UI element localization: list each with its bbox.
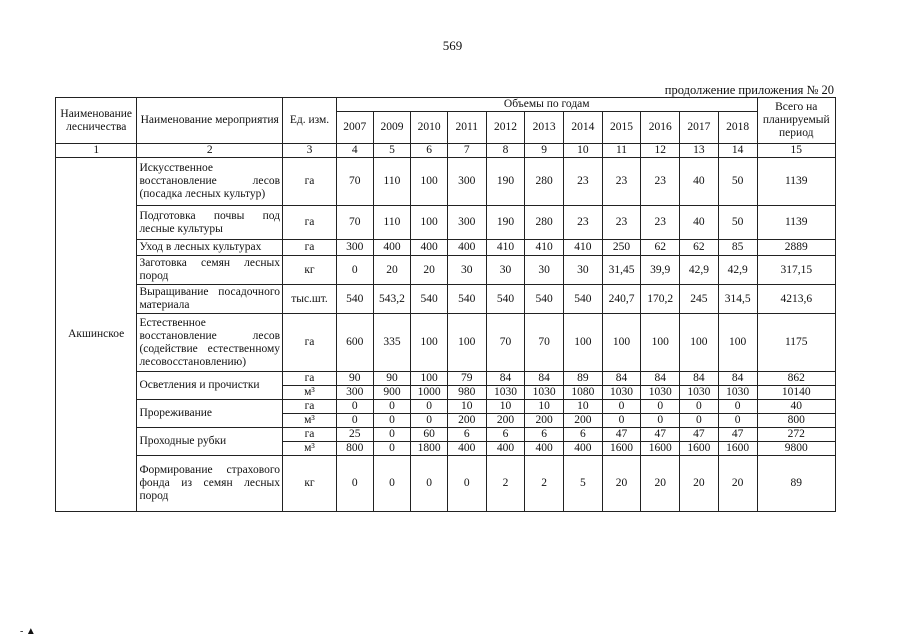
value-cell: 62 <box>680 240 719 256</box>
value-cell: 314,5 <box>718 285 757 314</box>
value-cell: 0 <box>680 414 719 428</box>
value-cell: 47 <box>602 428 641 442</box>
value-cell: 0 <box>718 400 757 414</box>
value-cell: 10 <box>447 400 486 414</box>
value-cell: 1000 <box>411 386 448 400</box>
value-cell: 0 <box>336 414 373 428</box>
total-cell: 1139 <box>757 158 835 206</box>
value-cell: 410 <box>486 240 525 256</box>
unit-cell: га <box>283 158 337 206</box>
activity-name: Прореживание <box>137 400 283 428</box>
value-cell: 250 <box>602 240 641 256</box>
header-activity: Наименование мероприятия <box>137 98 283 144</box>
value-cell: 980 <box>447 386 486 400</box>
year-header: 2015 <box>602 112 641 144</box>
value-cell: 47 <box>641 428 680 442</box>
value-cell: 25 <box>336 428 373 442</box>
unit-cell: кг <box>283 456 337 512</box>
value-cell: 10 <box>525 400 564 414</box>
value-cell: 400 <box>486 442 525 456</box>
value-cell: 335 <box>373 314 411 372</box>
column-number: 10 <box>563 144 602 158</box>
value-cell: 600 <box>336 314 373 372</box>
value-cell: 300 <box>336 386 373 400</box>
value-cell: 10 <box>563 400 602 414</box>
value-cell: 0 <box>373 456 411 512</box>
value-cell: 0 <box>411 456 448 512</box>
value-cell: 20 <box>718 456 757 512</box>
value-cell: 1600 <box>680 442 719 456</box>
value-cell: 23 <box>602 158 641 206</box>
value-cell: 70 <box>525 314 564 372</box>
value-cell: 300 <box>447 206 486 240</box>
header-volumes: Объемы по годам <box>336 98 757 112</box>
value-cell: 1080 <box>563 386 602 400</box>
value-cell: 200 <box>525 414 564 428</box>
value-cell: 0 <box>641 400 680 414</box>
header-forestry: Наименование лесничества <box>56 98 137 144</box>
value-cell: 0 <box>602 400 641 414</box>
value-cell: 23 <box>563 206 602 240</box>
unit-cell: га <box>283 400 337 414</box>
value-cell: 400 <box>373 240 411 256</box>
value-cell: 70 <box>486 314 525 372</box>
value-cell: 240,7 <box>602 285 641 314</box>
value-cell: 100 <box>411 372 448 386</box>
total-cell: 2889 <box>757 240 835 256</box>
column-number: 11 <box>602 144 641 158</box>
value-cell: 100 <box>641 314 680 372</box>
value-cell: 245 <box>680 285 719 314</box>
value-cell: 50 <box>718 206 757 240</box>
value-cell: 6 <box>447 428 486 442</box>
value-cell: 90 <box>336 372 373 386</box>
appendix-table <box>55 97 836 512</box>
table-row <box>56 456 836 512</box>
value-cell: 6 <box>563 428 602 442</box>
table-row <box>56 372 836 386</box>
column-number: 4 <box>336 144 373 158</box>
value-cell: 1600 <box>602 442 641 456</box>
value-cell: 0 <box>373 428 411 442</box>
value-cell: 0 <box>373 414 411 428</box>
value-cell: 1600 <box>641 442 680 456</box>
page-number: 569 <box>442 38 463 53</box>
column-number: 14 <box>718 144 757 158</box>
value-cell: 400 <box>525 442 564 456</box>
value-cell: 200 <box>447 414 486 428</box>
value-cell: 110 <box>373 206 411 240</box>
value-cell: 20 <box>680 456 719 512</box>
value-cell: 0 <box>718 414 757 428</box>
value-cell: 84 <box>486 372 525 386</box>
value-cell: 47 <box>718 428 757 442</box>
value-cell: 280 <box>525 206 564 240</box>
activity-name: Искусственное восстановление лесов (посадка лесных культур) <box>137 158 283 206</box>
value-cell: 170,2 <box>641 285 680 314</box>
value-cell: 200 <box>486 414 525 428</box>
value-cell: 2 <box>486 456 525 512</box>
value-cell: 300 <box>336 240 373 256</box>
value-cell: 0 <box>336 456 373 512</box>
value-cell: 1030 <box>486 386 525 400</box>
value-cell: 10 <box>486 400 525 414</box>
value-cell: 40 <box>680 206 719 240</box>
value-cell: 70 <box>336 206 373 240</box>
value-cell: 540 <box>336 285 373 314</box>
value-cell: 540 <box>486 285 525 314</box>
value-cell: 0 <box>447 456 486 512</box>
year-header: 2014 <box>563 112 602 144</box>
value-cell: 23 <box>641 158 680 206</box>
total-cell: 89 <box>757 456 835 512</box>
value-cell: 6 <box>486 428 525 442</box>
value-cell: 1030 <box>718 386 757 400</box>
activity-name: Проходные рубки <box>137 428 283 456</box>
value-cell: 20 <box>411 256 448 285</box>
value-cell: 60 <box>411 428 448 442</box>
value-cell: 23 <box>602 206 641 240</box>
value-cell: 23 <box>563 158 602 206</box>
value-cell: 400 <box>411 240 448 256</box>
column-number: 13 <box>680 144 719 158</box>
table-row <box>56 400 836 414</box>
total-cell: 10140 <box>757 386 835 400</box>
header-total: Всего на планируемый период <box>757 98 835 144</box>
value-cell: 20 <box>602 456 641 512</box>
value-cell: 1030 <box>525 386 564 400</box>
value-cell: 84 <box>525 372 564 386</box>
value-cell: 30 <box>447 256 486 285</box>
year-header: 2013 <box>525 112 564 144</box>
value-cell: 47 <box>680 428 719 442</box>
total-cell: 9800 <box>757 442 835 456</box>
value-cell: 84 <box>718 372 757 386</box>
year-header: 2011 <box>447 112 486 144</box>
continuation-note: продолжение приложения № 20 <box>664 83 834 97</box>
table-row <box>56 428 836 442</box>
value-cell: 0 <box>373 400 411 414</box>
unit-cell: тыс.шт. <box>283 285 337 314</box>
value-cell: 200 <box>563 414 602 428</box>
value-cell: 42,9 <box>680 256 719 285</box>
total-cell: 1139 <box>757 206 835 240</box>
forestry-name: Акшинское <box>56 158 137 512</box>
value-cell: 1030 <box>602 386 641 400</box>
activity-name: Подготовка почвы под лесные культуры <box>137 206 283 240</box>
value-cell: 400 <box>563 442 602 456</box>
total-cell: 4213,6 <box>757 285 835 314</box>
value-cell: 0 <box>336 256 373 285</box>
year-header: 2010 <box>411 112 448 144</box>
value-cell: 100 <box>680 314 719 372</box>
header-unit: Ед. изм. <box>283 98 337 144</box>
value-cell: 410 <box>525 240 564 256</box>
total-cell: 317,15 <box>757 256 835 285</box>
value-cell: 0 <box>336 400 373 414</box>
value-cell: 100 <box>718 314 757 372</box>
unit-cell: м³ <box>283 442 337 456</box>
total-cell: 40 <box>757 400 835 414</box>
value-cell: 85 <box>718 240 757 256</box>
table-row <box>56 314 836 372</box>
year-header: 2016 <box>641 112 680 144</box>
unit-cell: га <box>283 314 337 372</box>
unit-cell: м³ <box>283 386 337 400</box>
year-header: 2017 <box>680 112 719 144</box>
year-header: 2012 <box>486 112 525 144</box>
value-cell: 89 <box>563 372 602 386</box>
value-cell: 1800 <box>411 442 448 456</box>
activity-name: Формирование страхового фонда из семян лесных пород <box>137 456 283 512</box>
value-cell: 900 <box>373 386 411 400</box>
bottom-marks: - ▲ <box>20 626 36 637</box>
value-cell: 0 <box>680 400 719 414</box>
unit-cell: га <box>283 206 337 240</box>
column-number: 12 <box>641 144 680 158</box>
value-cell: 5 <box>563 456 602 512</box>
table-row <box>56 206 836 240</box>
value-cell: 84 <box>641 372 680 386</box>
value-cell: 40 <box>680 158 719 206</box>
value-cell: 100 <box>602 314 641 372</box>
value-cell: 70 <box>336 158 373 206</box>
value-cell: 0 <box>411 414 448 428</box>
activity-name: Уход в лесных культурах <box>137 240 283 256</box>
unit-cell: га <box>283 372 337 386</box>
value-cell: 79 <box>447 372 486 386</box>
value-cell: 190 <box>486 206 525 240</box>
activity-name: Выращивание посадочного материала <box>137 285 283 314</box>
value-cell: 31,45 <box>602 256 641 285</box>
table-row <box>56 285 836 314</box>
value-cell: 800 <box>336 442 373 456</box>
value-cell: 39,9 <box>641 256 680 285</box>
value-cell: 543,2 <box>373 285 411 314</box>
column-number: 2 <box>137 144 283 158</box>
value-cell: 2 <box>525 456 564 512</box>
activity-name: Заготовка семян лесных пород <box>137 256 283 285</box>
unit-cell: га <box>283 240 337 256</box>
value-cell: 0 <box>411 400 448 414</box>
value-cell: 30 <box>486 256 525 285</box>
column-number: 5 <box>373 144 411 158</box>
value-cell: 6 <box>525 428 564 442</box>
column-number: 9 <box>525 144 564 158</box>
value-cell: 0 <box>373 442 411 456</box>
value-cell: 84 <box>680 372 719 386</box>
total-cell: 800 <box>757 414 835 428</box>
value-cell: 300 <box>447 158 486 206</box>
column-number: 6 <box>411 144 448 158</box>
value-cell: 540 <box>563 285 602 314</box>
value-cell: 280 <box>525 158 564 206</box>
value-cell: 23 <box>641 206 680 240</box>
value-cell: 20 <box>373 256 411 285</box>
year-header: 2009 <box>373 112 411 144</box>
value-cell: 50 <box>718 158 757 206</box>
unit-cell: га <box>283 428 337 442</box>
column-number: 15 <box>757 144 835 158</box>
value-cell: 84 <box>602 372 641 386</box>
value-cell: 100 <box>411 206 448 240</box>
unit-cell: м³ <box>283 414 337 428</box>
value-cell: 190 <box>486 158 525 206</box>
value-cell: 100 <box>411 158 448 206</box>
value-cell: 30 <box>563 256 602 285</box>
value-cell: 100 <box>447 314 486 372</box>
value-cell: 110 <box>373 158 411 206</box>
table-row <box>56 256 836 285</box>
total-cell: 272 <box>757 428 835 442</box>
value-cell: 90 <box>373 372 411 386</box>
activity-name: Естественное восстановление лесов (содействие естественному лесовосстановлению) <box>137 314 283 372</box>
year-header: 2007 <box>336 112 373 144</box>
column-number: 7 <box>447 144 486 158</box>
value-cell: 400 <box>447 442 486 456</box>
value-cell: 100 <box>411 314 448 372</box>
value-cell: 540 <box>525 285 564 314</box>
table-row <box>56 240 836 256</box>
value-cell: 410 <box>563 240 602 256</box>
value-cell: 1600 <box>718 442 757 456</box>
column-number: 1 <box>56 144 137 158</box>
value-cell: 42,9 <box>718 256 757 285</box>
value-cell: 20 <box>641 456 680 512</box>
value-cell: 0 <box>602 414 641 428</box>
unit-cell: кг <box>283 256 337 285</box>
value-cell: 540 <box>447 285 486 314</box>
value-cell: 1030 <box>641 386 680 400</box>
value-cell: 540 <box>411 285 448 314</box>
value-cell: 30 <box>525 256 564 285</box>
value-cell: 1030 <box>680 386 719 400</box>
column-number: 8 <box>486 144 525 158</box>
total-cell: 1175 <box>757 314 835 372</box>
value-cell: 400 <box>447 240 486 256</box>
activity-name: Осветления и прочистки <box>137 372 283 400</box>
value-cell: 100 <box>563 314 602 372</box>
total-cell: 862 <box>757 372 835 386</box>
column-number: 3 <box>283 144 337 158</box>
table-row <box>56 158 836 206</box>
year-header: 2018 <box>718 112 757 144</box>
value-cell: 0 <box>641 414 680 428</box>
value-cell: 62 <box>641 240 680 256</box>
